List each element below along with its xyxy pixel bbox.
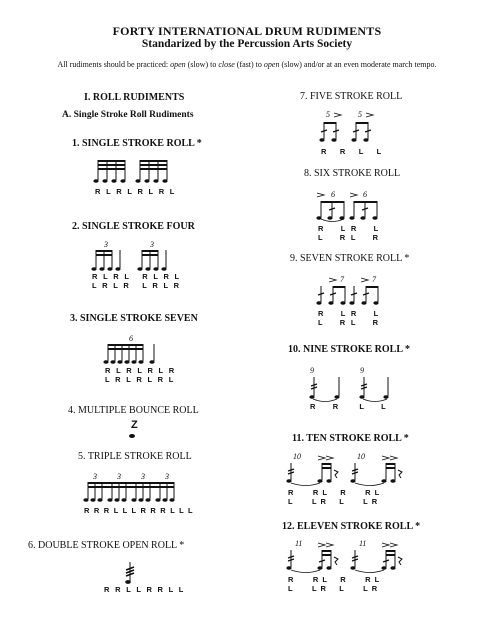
rudiment-12-sticking-1: R R L R R L <box>288 575 381 584</box>
rudiment-2-notation <box>94 240 184 272</box>
rudiment-4-notation <box>126 430 140 442</box>
rudiment-8-tuplet-a: 6 <box>331 190 335 199</box>
rudiment-8-tuplet-b: 6 <box>363 190 367 199</box>
rudiment-11-tuplet-a: 10 <box>293 452 301 461</box>
rudiment-10-tuplet-a: 9 <box>310 366 314 375</box>
rudiment-5-tuplet-d: 3 <box>165 472 169 481</box>
rudiment-5-tuplet-a: 3 <box>93 472 97 481</box>
rudiment-10-notation <box>308 364 398 402</box>
rudiment-2-sticking-1: R L R L R L R L <box>92 272 181 281</box>
rudiment-7-title: 7. FIVE STROKE ROLL <box>300 91 403 102</box>
rudiment-6-sticking: R R L L R R L L <box>104 585 186 594</box>
rudiment-10-title: 10. NINE STROKE ROLL * <box>288 344 410 355</box>
rudiment-11-title: 11. TEN STROKE ROLL * <box>292 433 409 444</box>
rudiment-12-sticking-2: L L R L L R <box>288 584 379 593</box>
rudiment-2-tuplet: 3 <box>104 240 108 249</box>
rudiment-12-title: 12. ELEVEN STROKE ROLL * <box>282 521 421 532</box>
rudiment-3-sticking-1: R L R L R L R <box>105 366 176 375</box>
rudiment-8-sticking-1: R L R L <box>318 224 381 233</box>
rudiment-10-tuplet-b: 9 <box>360 366 364 375</box>
rudiment-4-title: 4. MULTIPLE BOUNCE ROLL <box>68 405 199 416</box>
rudiment-7-notation <box>318 108 382 144</box>
rudiment-1-title: 1. SINGLE STROKE ROLL * <box>72 138 202 149</box>
rudiment-9-notation <box>316 273 388 307</box>
rudiment-8-title: 8. SIX STROKE ROLL <box>304 168 401 179</box>
rudiment-9-title: 9. SEVEN STROKE ROLL * <box>290 253 410 264</box>
rudiment-9-tuplet-a: 7 <box>340 275 344 284</box>
rudiment-11-sticking-2: L L R L L R <box>288 497 379 506</box>
rudiment-5-tuplet-b: 3 <box>117 472 121 481</box>
rudiment-8-sticking-2: L R L R <box>318 233 380 242</box>
rudiment-9-sticking-1: R L R L <box>318 309 381 318</box>
section-heading: I. ROLL RUDIMENTS <box>84 92 185 103</box>
rudiment-7-tuplet-b: 5 <box>358 110 362 119</box>
rudiment-9-sticking-2: L R L R <box>318 318 380 327</box>
rudiment-3-notation <box>106 333 166 365</box>
rudiment-6-notation <box>124 560 142 586</box>
rudiment-2-tuplet-b: 3 <box>150 240 154 249</box>
rudiment-11-tuplet-b: 10 <box>357 452 365 461</box>
rudiment-11-notation <box>286 450 414 488</box>
practice-note: All rudiments should be practiced: open (slow) to close (fast) to open (slow) and/or at an even moderate march tempo. <box>57 60 437 69</box>
rudiment-9-tuplet-b: 7 <box>372 275 376 284</box>
rudiment-6-title: 6. DOUBLE STROKE OPEN ROLL * <box>28 540 185 551</box>
rudiment-3-tuplet: 6 <box>129 334 133 343</box>
rudiment-5-title: 5. TRIPLE STROKE ROLL <box>78 451 192 462</box>
rudiment-4-bounce-symbol: Z <box>131 419 138 431</box>
rudiment-2-title: 2. SINGLE STROKE FOUR <box>72 221 195 232</box>
rudiment-7-sticking: R R L L <box>321 147 384 156</box>
page-subtitle: Standarized by the Percussion Arts Society <box>141 38 353 50</box>
rudiment-12-tuplet-b: 11 <box>359 539 367 548</box>
rudiment-5-notation <box>86 472 186 502</box>
rudiment-3-sticking-2: L R L R L R L <box>105 375 176 384</box>
rudiment-8-notation <box>316 188 388 222</box>
rudiment-12-notation <box>286 537 414 575</box>
rudiment-1-sticking: R L R L R L R L <box>95 187 177 196</box>
rudiment-5-sticking: R R R L L L R R R L L L <box>84 506 194 515</box>
rudiment-7-tuplet-a: 5 <box>326 110 330 119</box>
rudiment-3-title: 3. SINGLE STROKE SEVEN <box>70 313 198 324</box>
rudiment-5-tuplet-c: 3 <box>141 472 145 481</box>
rudiment-12-tuplet-a: 11 <box>295 539 303 548</box>
rudiment-11-sticking-1: R R L R R L <box>288 488 381 497</box>
rudiment-1-notation <box>96 158 176 184</box>
rudiment-10-sticking: R R L L <box>310 402 388 411</box>
rudiment-2-sticking-2: L R L R L R L R <box>92 281 181 290</box>
page-title: FORTY INTERNATIONAL DRUM RUDIMENTS <box>112 24 382 38</box>
subsection-heading: A. Single Stroke Roll Rudiments <box>62 110 194 120</box>
